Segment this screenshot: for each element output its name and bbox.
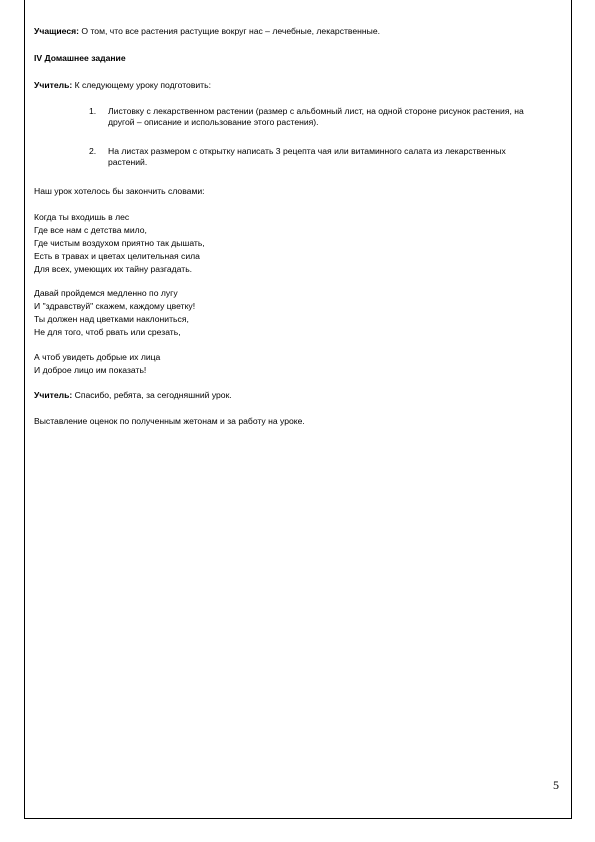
students-line xyxy=(34,26,380,37)
list-item-number: 1. xyxy=(89,106,97,116)
speaker-label: Учащиеся: xyxy=(34,26,79,36)
poem-line: Ты должен над цветками наклониться, xyxy=(34,314,189,324)
poem-line: Не для того, чтоб рвать или срезать, xyxy=(34,327,181,337)
poem-line: Есть в травах и цветах целительная сила xyxy=(34,251,200,261)
poem-line: А чтоб увидеть добрые их лица xyxy=(34,352,161,362)
list-item-text: На листах размером с открытку написать 3 рецепта чая или витаминного салата из лекарственных растений. xyxy=(108,146,506,167)
closing-text: Спасибо, ребята, за сегодняшний урок. xyxy=(72,390,232,400)
speaker-label: Учитель: xyxy=(34,80,73,90)
teacher-line xyxy=(34,80,211,91)
poem-line: И доброе лицо им показать! xyxy=(34,365,147,375)
intro-line: Наш урок хотелось бы закончить словами: xyxy=(34,186,205,196)
students-text: О том, что все растения растущие вокруг нас – лечебные, лекарственные. xyxy=(78,26,381,36)
list-item-number: 2. xyxy=(89,146,97,156)
poem-line: Где чистым воздухом приятно так дышать, xyxy=(34,238,205,248)
poem-line: И "здравствуй" скажем, каждому цветку! xyxy=(34,301,196,311)
grading-line: Выставление оценок по полученным жетонам и за работу на уроке. xyxy=(34,416,305,426)
closing-line xyxy=(34,390,232,401)
section-heading: IV Домашнее задание xyxy=(34,53,126,63)
poem-line: Где все нам с детства мило, xyxy=(34,225,147,235)
speaker-label: Учитель: xyxy=(34,390,73,400)
page-number: 5 xyxy=(553,778,559,792)
teacher-text: К следующему уроку подготовить: xyxy=(72,80,211,90)
poem-line: Для всех, умеющих их тайну разгадать. xyxy=(34,264,193,274)
poem-line: Давай пройдемся медленно по лугу xyxy=(34,288,178,298)
poem-line: Когда ты входишь в лес xyxy=(34,212,130,222)
list-item-text: Листовку с лекарственном растении (размер с альбомный лист, на одной стороне рисунок растения, на другой – описание и использование этого растения). xyxy=(108,106,524,127)
